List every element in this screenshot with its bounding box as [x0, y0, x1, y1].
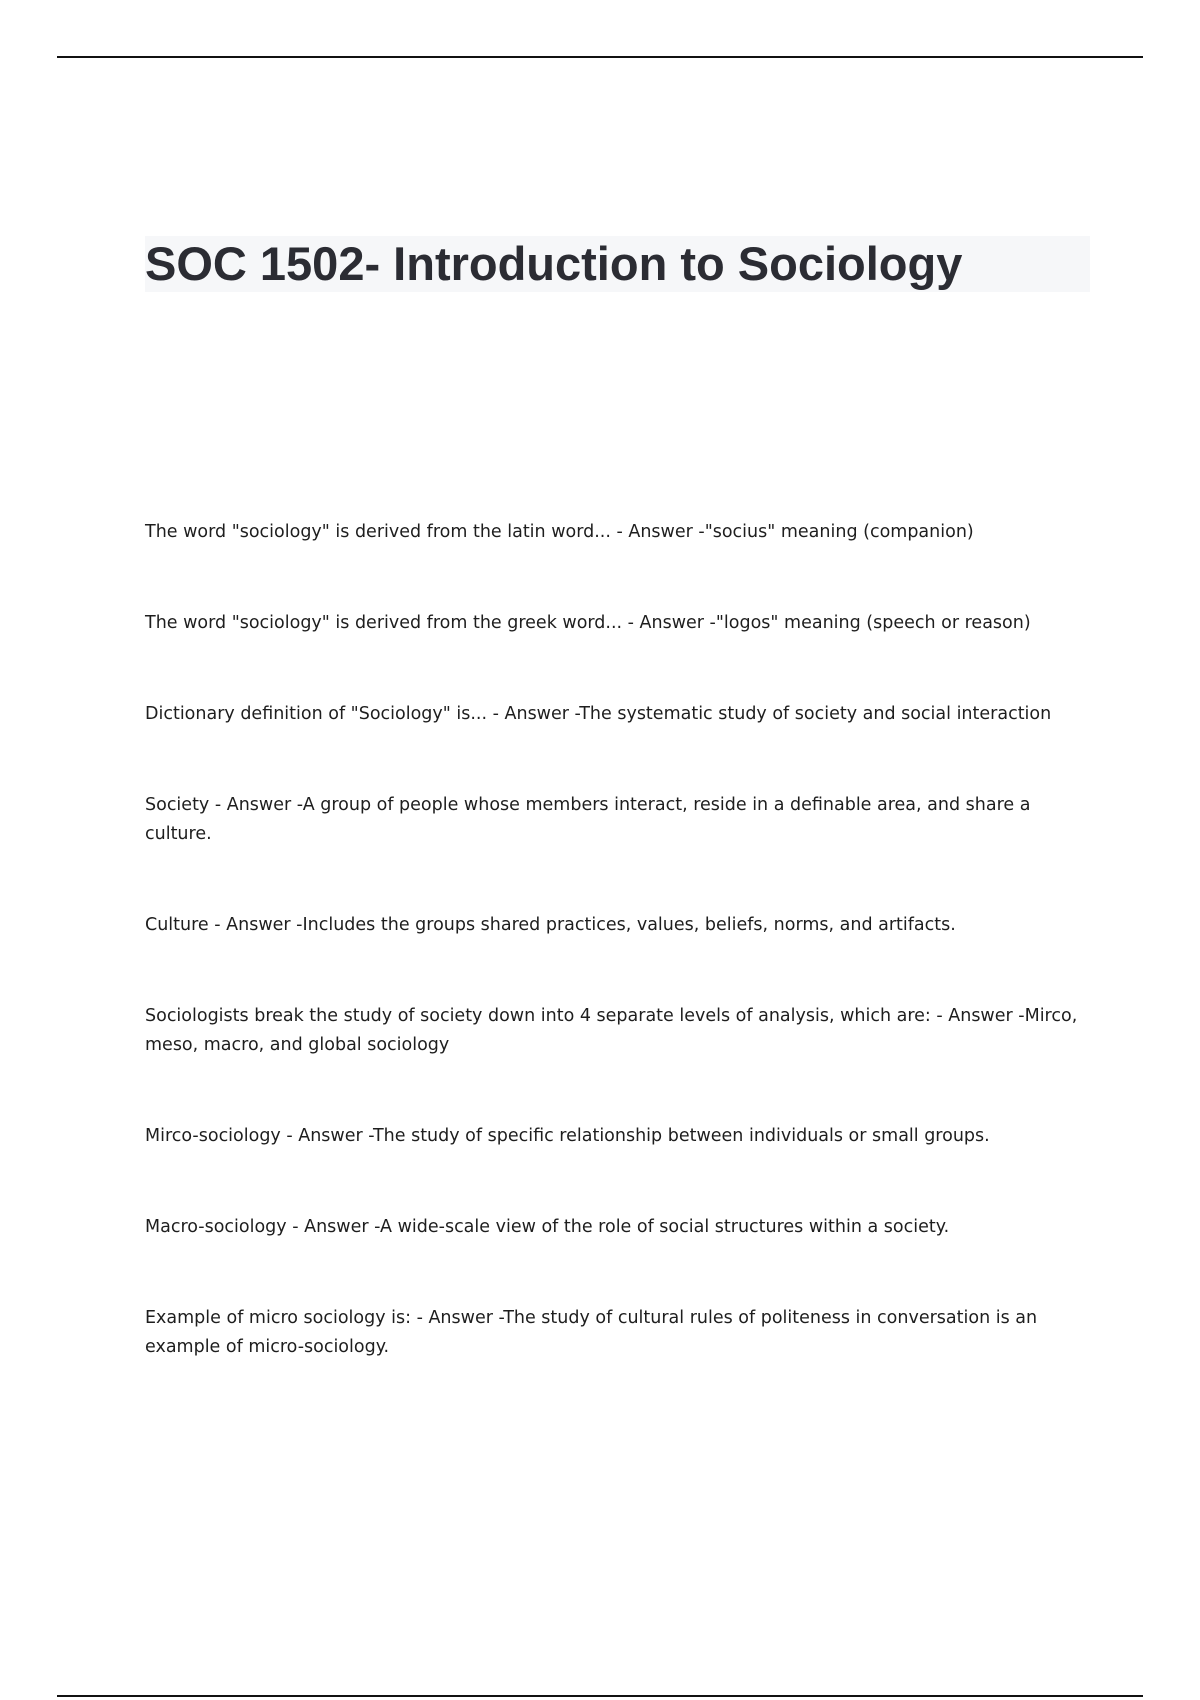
qa-list — [145, 518, 1090, 1362]
answer-separator: - Answer - — [622, 613, 716, 633]
bottom-rule — [57, 1695, 1143, 1697]
answer-text: The study of cultural rules of politeness in conversation is an example of micro-sociology. — [145, 1308, 1038, 1357]
answer-text: A group of people whose members interact, reside in a definable area, and share a culture. — [145, 795, 1031, 844]
answer-separator: - Answer - — [610, 522, 705, 542]
qa-item — [145, 911, 1090, 940]
question-text: Society — [145, 795, 210, 815]
answer-separator: - Answer - — [487, 704, 580, 724]
question-text: The word "sociology" is derived from the latin word... — [145, 522, 611, 542]
answer-text: "socius" meaning (companion) — [704, 522, 974, 542]
top-rule — [57, 56, 1143, 58]
page-title: SOC 1502- Introduction to Sociology — [145, 237, 963, 290]
answer-separator: - Answer - — [286, 1217, 381, 1237]
answer-separator: - Answer - — [411, 1308, 504, 1328]
answer-text: The study of specific relationship between individuals or small groups. — [372, 1126, 990, 1146]
question-text: Example of micro sociology is: — [145, 1308, 412, 1328]
answer-text: "logos" meaning (speech or reason) — [715, 613, 1031, 633]
qa-item — [145, 518, 1090, 547]
qa-item — [145, 1002, 1090, 1060]
answer-separator: - Answer - — [208, 915, 303, 935]
answer-text: Mirco, meso, macro, and global sociology — [145, 1006, 1078, 1055]
qa-item — [145, 1304, 1090, 1362]
question-text: Sociologists break the study of society down into 4 separate levels of analysis, which are: — [145, 1006, 931, 1026]
question-text: Mirco-sociology — [145, 1126, 281, 1146]
answer-separator: - Answer - — [209, 795, 303, 815]
qa-item — [145, 700, 1090, 729]
answer-separator: - Answer - — [930, 1006, 1025, 1026]
answer-text: A wide-scale view of the role of social structures within a society. — [380, 1217, 950, 1237]
qa-item — [145, 1122, 1090, 1151]
qa-item — [145, 791, 1090, 849]
question-text: Macro-sociology — [145, 1217, 287, 1237]
question-text: Dictionary definition of "Sociology" is... — [145, 704, 488, 724]
qa-item — [145, 1213, 1090, 1242]
answer-separator: - Answer - — [280, 1126, 373, 1146]
question-text: The word "sociology" is derived from the greek word... — [145, 613, 623, 633]
question-text: Culture — [145, 915, 209, 935]
qa-item — [145, 609, 1090, 638]
answer-text: Includes the groups shared practices, values, beliefs, norms, and artifacts. — [302, 915, 956, 935]
answer-text: The systematic study of society and social interaction — [579, 704, 1052, 724]
